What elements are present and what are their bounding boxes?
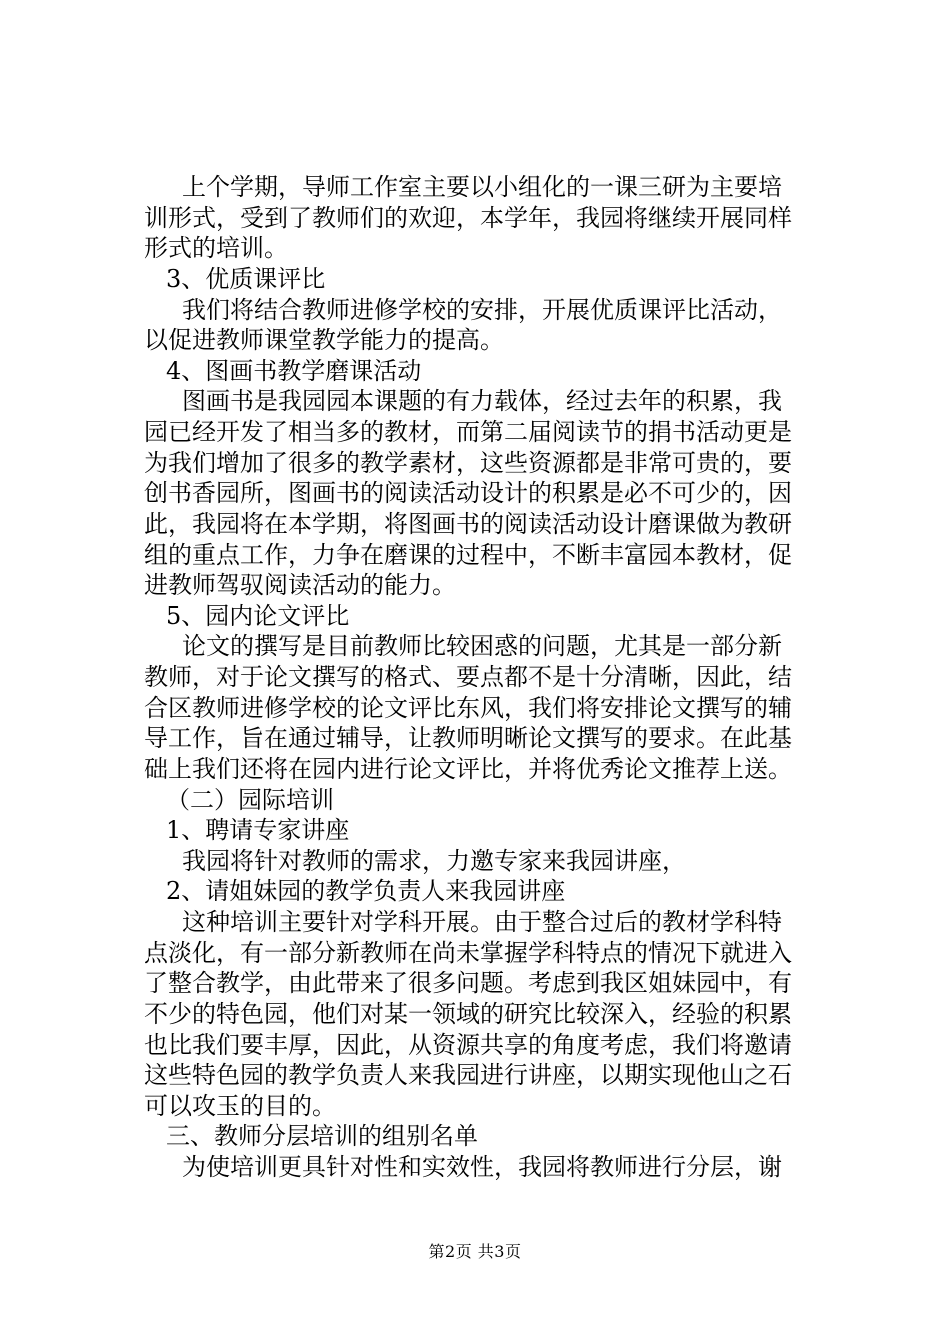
section-heading: （二）园际培训 xyxy=(166,786,334,814)
paragraph-line: 可以攻玉的目的。 xyxy=(144,1092,336,1120)
section-heading: 4、图画书教学磨课活动 xyxy=(166,357,422,385)
paragraph-line: 论文的撰写是目前教师比较困惑的问题，尤其是一部分新 xyxy=(182,632,782,660)
paragraph-line: 教师，对于论文撰写的格式、要点都不是十分清晰，因此，结 xyxy=(144,663,792,691)
paragraph-line: 图画书是我园园本课题的有力载体，经过去年的积累，我 xyxy=(182,387,782,415)
paragraph-line: 园已经开发了相当多的教材，而第二届阅读节的捐书活动更是 xyxy=(144,418,792,446)
section-heading: 3、优质课评比 xyxy=(166,265,326,293)
paragraph-line: 础上我们还将在园内进行论文评比，并将优秀论文推荐上送。 xyxy=(144,755,792,783)
section-heading: 5、园内论文评比 xyxy=(166,602,350,630)
page-number-footer: 第2页 共3页 xyxy=(428,1242,522,1261)
paragraph-line: 创书香园所，图画书的阅读活动设计的积累是必不可少的，因 xyxy=(144,479,792,507)
paragraph-line: 导工作，旨在通过辅导，让教师明晰论文撰写的要求。在此基 xyxy=(144,724,792,752)
paragraph-line: 进教师驾驭阅读活动的能力。 xyxy=(144,571,456,599)
paragraph-line: 我们将结合教师进修学校的安排，开展优质课评比活动， xyxy=(182,296,782,324)
paragraph-line: 组的重点工作，力争在磨课的过程中，不断丰富园本教材，促 xyxy=(144,541,792,569)
paragraph-line: 了整合教学，由此带来了很多问题。考虑到我区姐妹园中，有 xyxy=(144,969,792,997)
paragraph-line: 上个学期，导师工作室主要以小组化的一课三研为主要培 xyxy=(182,173,782,201)
paragraph-line: 合区教师进修学校的论文评比东风，我们将安排论文撰写的辅 xyxy=(144,694,792,722)
paragraph-line: 这种培训主要针对学科开展。由于整合过后的教材学科特 xyxy=(182,908,782,936)
section-heading: 2、请姐妹园的教学负责人来我园讲座 xyxy=(166,877,566,905)
paragraph-line: 这些特色园的教学负责人来我园进行讲座，以期实现他山之石 xyxy=(144,1061,792,1089)
paragraph-line: 训形式，受到了教师们的欢迎，本学年，我园将继续开展同样 xyxy=(144,204,792,232)
paragraph-line: 为我们增加了很多的教学素材，这些资源都是非常可贵的，要 xyxy=(144,449,792,477)
paragraph-line: 形式的培训。 xyxy=(144,234,288,262)
paragraph-line: 我园将针对教师的需求，力邀专家来我园讲座， xyxy=(182,847,686,875)
section-heading: 三、教师分层培训的组别名单 xyxy=(166,1122,478,1150)
paragraph-line: 此，我园将在本学期，将图画书的阅读活动设计磨课做为教研 xyxy=(144,510,792,538)
paragraph-line: 也比我们要丰厚，因此，从资源共享的角度考虑，我们将邀请 xyxy=(144,1031,792,1059)
section-heading: 1、聘请专家讲座 xyxy=(166,816,350,844)
paragraph-line: 为使培训更具针对性和实效性，我园将教师进行分层，谢 xyxy=(182,1153,782,1181)
paragraph-line: 以促进教师课堂教学能力的提高。 xyxy=(144,326,504,354)
paragraph-line: 点淡化，有一部分新教师在尚未掌握学科特点的情况下就进入 xyxy=(144,939,792,967)
paragraph-line: 不少的特色园，他们对某一领域的研究比较深入，经验的积累 xyxy=(144,1000,792,1028)
